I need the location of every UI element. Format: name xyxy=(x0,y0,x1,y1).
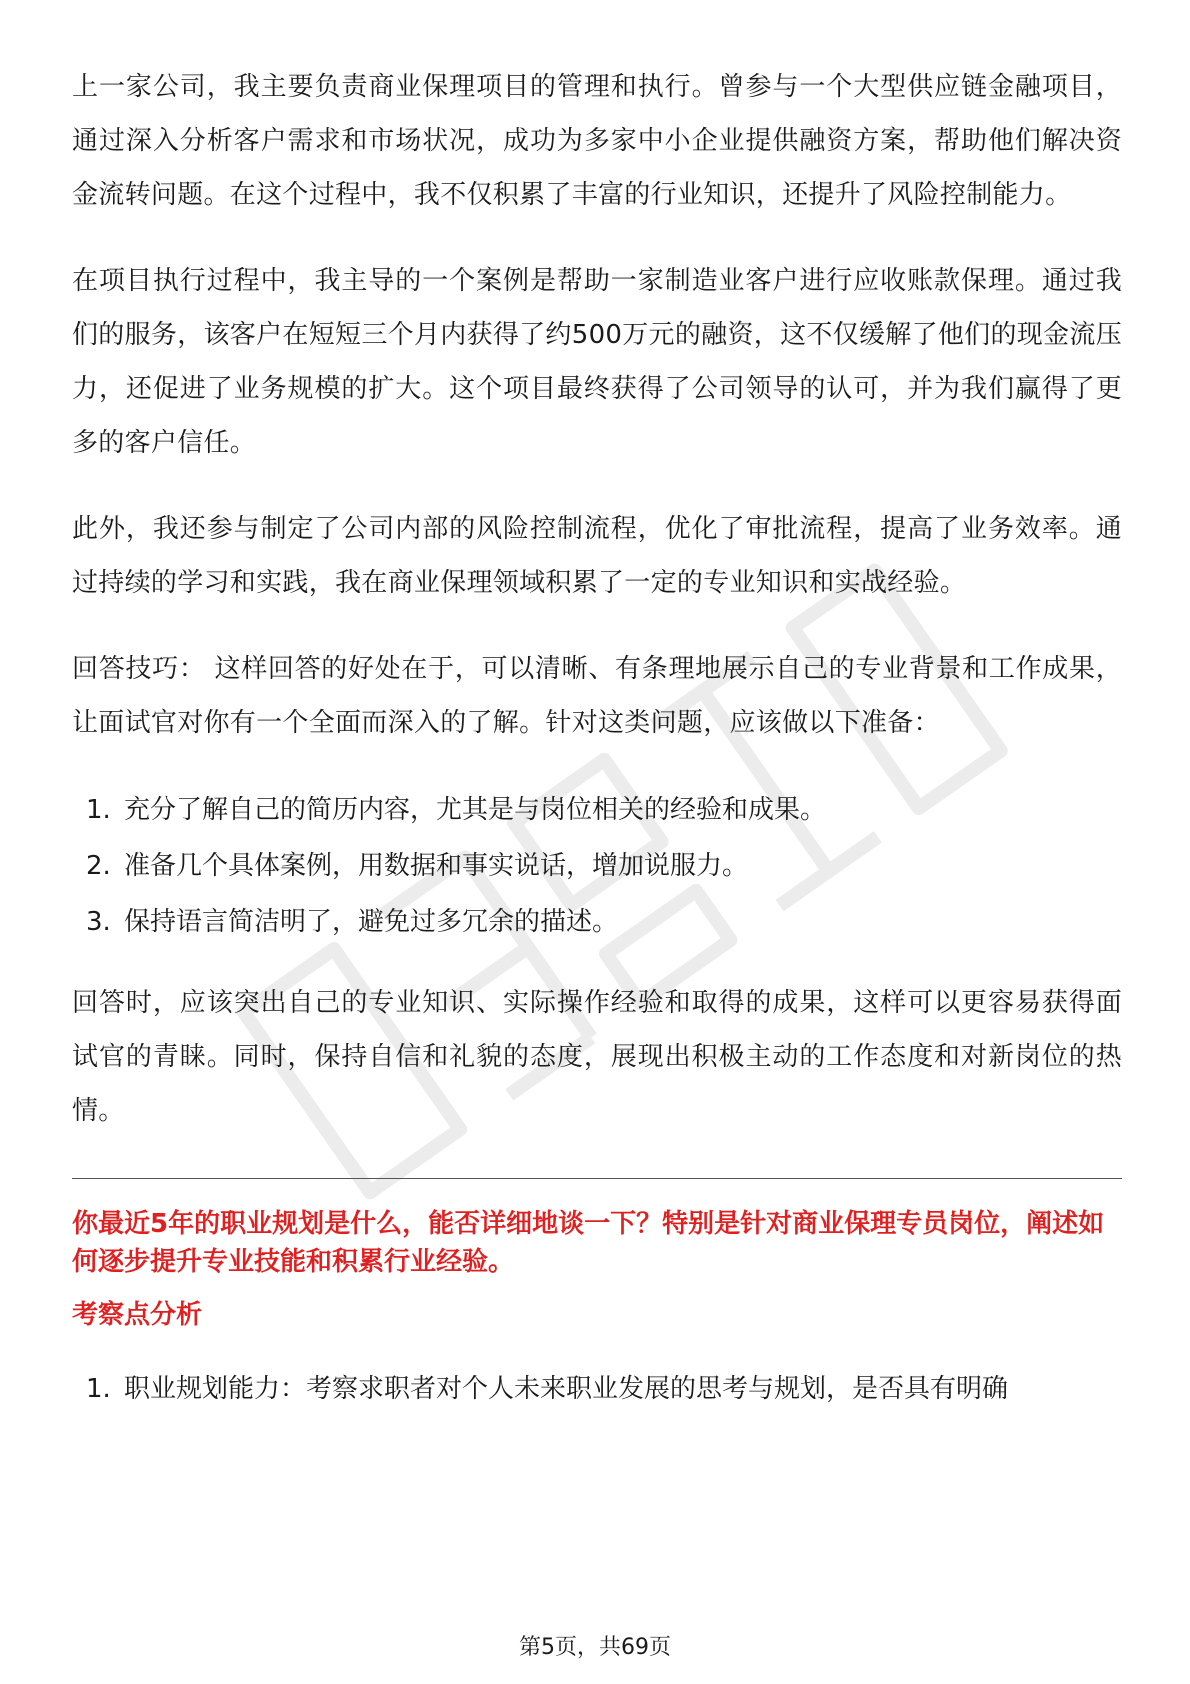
page-footer: 第5页，共69页 xyxy=(519,1635,671,1660)
paragraph: 在项目执行过程中，我主导的一个案例是帮助一家制造业客户进行应收账款保理。通过我们的服务，该客户在短短三个月内获得了约500万元的融资，这不仅缓解了他们的现金流压力，还促进了业务规模的扩大。这个项目最终获得了公司领导的认可，并为我们赢得了更多的客户信任。 xyxy=(72,266,1122,458)
list-text: 准备几个具体案例，用数据和事实说话，增加说服力。 xyxy=(124,851,749,881)
list-item xyxy=(72,782,1122,838)
analysis-heading: 考察点分析 xyxy=(72,1300,203,1330)
paragraph: 此外，我还参与制定了公司内部的风险控制流程，优化了审批流程，提高了业务效率。通过持续的学习和实践，我在商业保理领域积累了一定的专业知识和实战经验。 xyxy=(72,514,1122,598)
list-text: 充分了解自己的简历内容，尤其是与岗位相关的经验和成果。 xyxy=(124,795,827,825)
paragraph: 上一家公司，我主要负责商业保理项目的管理和执行。曾参与一个大型供应链金融项目，通过深入分析客户需求和市场状况，成功为多家中小企业提供融资方案，帮助他们解决资金流转问题。在这个过程中，我不仅积累了丰富的行业知识，还提升了风险控制能力。 xyxy=(72,72,1122,210)
list-item xyxy=(72,838,1122,894)
tips-list xyxy=(72,782,1122,950)
analysis-list xyxy=(72,1361,1122,1417)
list-number: 2. xyxy=(86,851,111,881)
list-number: 1. xyxy=(86,1374,111,1404)
list-number: 1. xyxy=(86,795,111,825)
list-item xyxy=(72,894,1122,950)
list-item xyxy=(72,1361,1122,1417)
list-text: 职业规划能力：考察求职者对个人未来职业发展的思考与规划，是否具有明确 xyxy=(124,1374,1009,1404)
list-number: 3. xyxy=(86,907,111,937)
divider xyxy=(72,1178,1122,1179)
interview-question: 你最近5年的职业规划是什么，能否详细地谈一下？特别是针对商业保理专员岗位，阐述如何逐步提升专业技能和积累行业经验。 xyxy=(72,1209,1105,1277)
answer-tips-paragraph: 回答技巧： 这样回答的好处在于，可以清晰、有条理地展示自己的专业背景和工作成果，让面试官对你有一个全面而深入的了解。针对这类问题，应该做以下准备： xyxy=(72,654,1122,738)
list-text: 保持语言简洁明了，避免过多冗余的描述。 xyxy=(124,907,619,937)
closing-paragraph: 回答时，应该突出自己的专业知识、实际操作经验和取得的成果，这样可以更容易获得面试官的青睐。同时，保持自信和礼貌的态度，展现出积极主动的工作态度和对新岗位的热情。 xyxy=(72,988,1122,1126)
main-content xyxy=(72,60,1122,1443)
